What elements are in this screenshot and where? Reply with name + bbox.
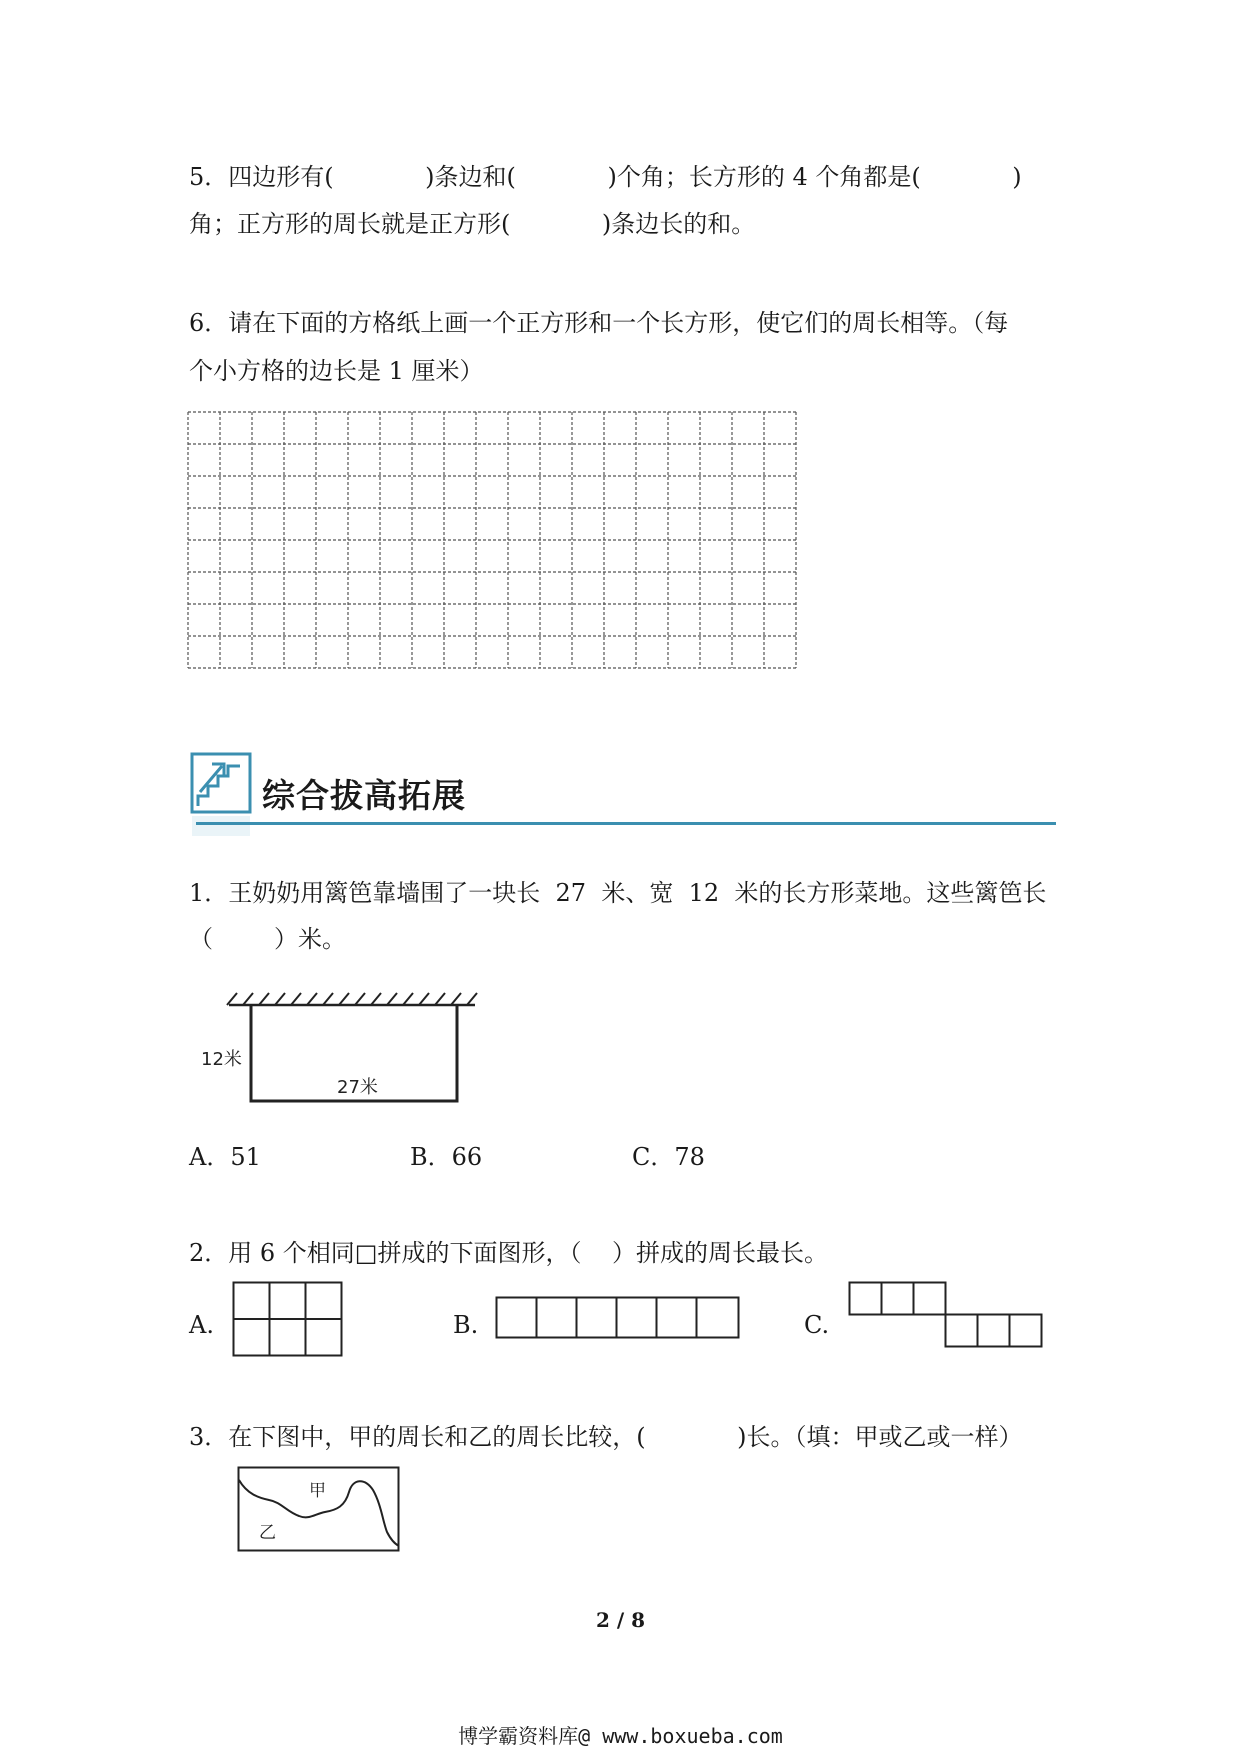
wall-hatch-mark <box>259 993 269 1005</box>
wall-hatch-mark <box>435 993 445 1005</box>
q1-option-b: B．66 <box>410 1143 483 1171</box>
q5-line-2: 角；正方形的周长就是正方形( )条边长的和。 <box>189 210 756 238</box>
wall-hatch-mark <box>451 993 461 1005</box>
q2-text: 2．用 6 个相同□拼成的下面图形，（ ）拼成的周长最长。 <box>189 1239 828 1267</box>
wall-hatch-mark <box>275 993 285 1005</box>
q2-shape-c <box>848 1281 1046 1349</box>
q1-option-a: A．51 <box>189 1143 261 1171</box>
q2-shape-b <box>495 1296 741 1340</box>
q2-option-b-label: B. <box>453 1311 479 1339</box>
q6-line-2: 个小方格的边长是 1 厘米） <box>189 357 484 385</box>
fence-diagram <box>195 985 485 1105</box>
q2-option-a-label: A. <box>189 1311 214 1339</box>
grid-paper <box>186 410 798 670</box>
q1-line-1: 1．王奶奶用篱笆靠墙围了一块长 27 米、宽 12 米的长方形菜地。这些篱笆长 <box>189 879 1047 907</box>
footer-watermark: 博学霸资料库@ www.boxueba.com <box>458 1724 783 1748</box>
wall-hatch-mark <box>243 993 253 1005</box>
q2-option-c-label: C. <box>804 1311 830 1339</box>
q3-text: 3．在下图中，甲的周长和乙的周长比较，( )长。（填：甲或乙或一样） <box>189 1423 1023 1451</box>
stairs-icon <box>190 752 262 840</box>
wall-hatch-mark <box>339 993 349 1005</box>
q2-shape-a <box>232 1281 344 1358</box>
wall-hatch-mark <box>371 993 381 1005</box>
wall-hatch-mark <box>355 993 365 1005</box>
q1-line-2: （ ）米。 <box>189 925 347 953</box>
q5-line-1: 5．四边形有( )条边和( )个角；长方形的 4 个角都是( ) <box>189 163 1022 191</box>
length-label: 27米 <box>337 1077 378 1098</box>
wall-hatch-mark <box>227 993 237 1005</box>
wall-hatch-mark <box>323 993 333 1005</box>
wall-hatch-mark <box>467 993 477 1005</box>
section-title: 综合拔高拓展 <box>262 776 466 815</box>
q1-option-c: C．78 <box>632 1143 705 1171</box>
label-jia: 甲 <box>309 1481 326 1501</box>
page-number: 2 / 8 <box>595 1608 646 1632</box>
wall-hatch-mark <box>419 993 429 1005</box>
wall-hatch-mark <box>387 993 397 1005</box>
q3-figure <box>237 1466 403 1554</box>
section-divider <box>196 822 1056 825</box>
width-label: 12米 <box>201 1049 242 1070</box>
wall-hatch-mark <box>307 993 317 1005</box>
q6-line-1: 6．请在下面的方格纸上画一个正方形和一个长方形，使它们的周长相等。（每 <box>189 309 1009 337</box>
label-yi: 乙 <box>259 1523 276 1543</box>
wall-hatch-mark <box>291 993 301 1005</box>
wall-hatch-mark <box>403 993 413 1005</box>
